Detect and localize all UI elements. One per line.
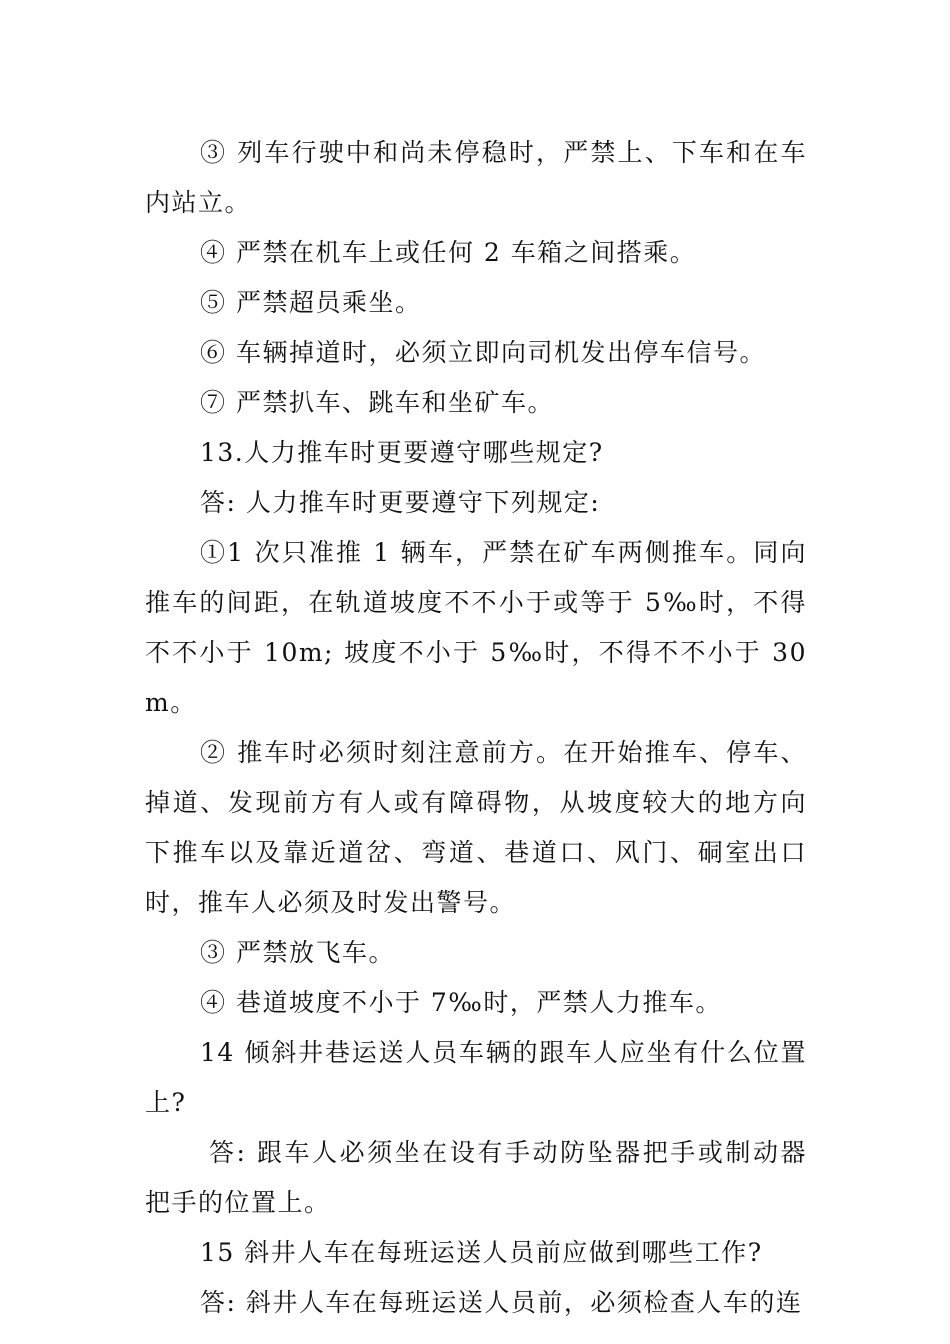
answer-13-item-1: ①1 次只准推 1 辆车，严禁在矿车两侧推车。同向推车的间距，在轨道坡度不不小于或等于 5‰时，不得不不小于 10m; 坡度不小于 5‰时，不得不不小于 30m。 (145, 538, 807, 717)
answer-14: 答: 跟车人必须坐在设有手动防坠器把手或制动器把手的位置上。 (145, 1138, 807, 1217)
question-14: 14 倾斜井巷运送人员车辆的跟车人应坐有什么位置上? (145, 1038, 807, 1117)
answer-15: 答: 斜井人车在每班运送人员前，必须检查人车的连 (200, 1288, 803, 1317)
answer-13: 答: 人力推车时更要遵守下列规定: (200, 488, 601, 517)
paragraph-rule-4: ④ 严禁在机车上或任何 2 车箱之间搭乘。 (200, 238, 697, 267)
paragraph-rule-6: ⑥ 车辆掉道时，必须立即向司机发出停车信号。 (200, 338, 766, 367)
answer-13-item-4: ④ 巷道坡度不小于 7‰时，严禁人力推车。 (200, 988, 722, 1017)
question-13: 13.人力推车时更要遵守哪些规定? (200, 438, 604, 467)
paragraph-rule-3: ③ 列车行驶中和尚未停稳时，严禁上、下车和在车内站立。 (145, 138, 807, 217)
document-body (145, 128, 807, 1328)
paragraph-rule-7: ⑦ 严禁扒车、跳车和坐矿车。 (200, 388, 554, 417)
question-15: 15 斜井人车在每班运送人员前应做到哪些工作? (200, 1238, 763, 1267)
answer-13-item-2: ② 推车时必须时刻注意前方。在开始推车、停车、掉道、发现前方有人或有障碍物，从坡度较大的地方向下推车以及靠近道岔、弯道、巷道口、风门、硐室出口时，推车人必须及时发出警号。 (145, 738, 807, 917)
paragraph-rule-5: ⑤ 严禁超员乘坐。 (200, 288, 422, 317)
answer-13-item-3: ③ 严禁放飞车。 (200, 938, 395, 967)
